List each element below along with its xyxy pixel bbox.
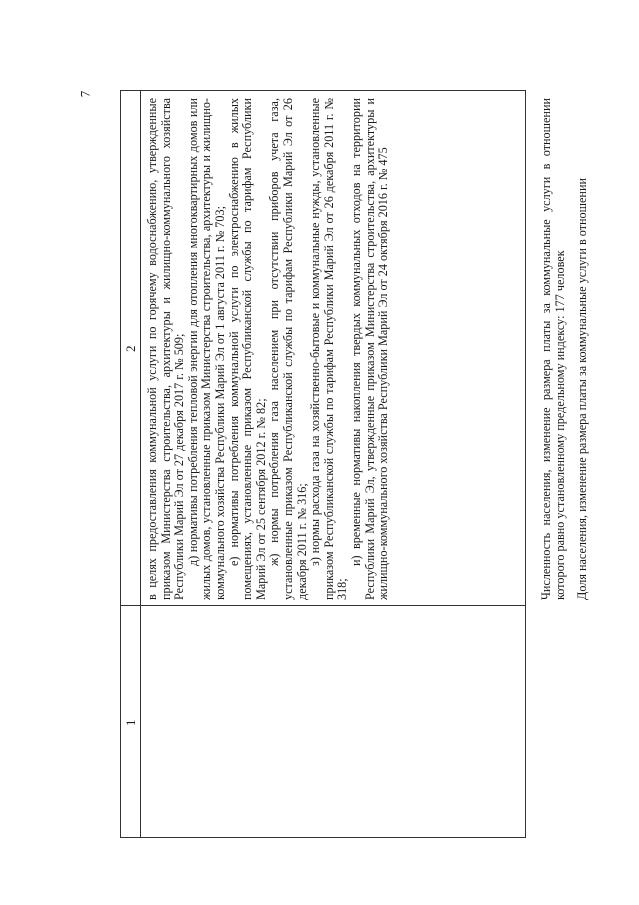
paragraph-gas-consumption: ж) нормы потребления газа населением при отсутствии приборов учета газа, установленные приказом Республиканской службы по тарифам Республики Марий Эл от 26 декабря 2011 г. № 316; [267, 98, 309, 600]
table-border-left [121, 837, 526, 838]
paragraph-electricity: е) нормативы потребления коммунальной услуги по электроснабжению в жилых помещениях, установленные приказом Республиканской службы по тарифам Республики Марий Эл от 25 сентября 2012 г. № 82; [226, 98, 268, 600]
column-2-header: 2 [123, 345, 138, 352]
table-header-divider [140, 91, 141, 838]
paragraph-hot-water: в целях предоставления коммунальной услуги по горячему водоснабжению, утвержденные приказом Министерства строительства, архитектуры и жилищно-коммунального хозяйства Республики Марий Эл от 27 декабря 2017 г. № 509; [145, 98, 187, 600]
population-paragraph [540, 98, 567, 600]
population-text: Численность населения, изменение размера платы за коммунальные услуги в отношении которого равно установленному предельному индексу: 177 человек [539, 98, 567, 600]
column-1-header: 1 [123, 719, 138, 726]
page-number: 7 [77, 90, 93, 98]
paragraph-heating: д) нормативы потребления тепловой энергии для отопления многоквартирных домов или жилых домов, установленные приказом Министерства строительства, архитектуры и жилищно-коммунального хозяйства Республики Марий Эл от 1 августа 2011 г. № 703; [185, 98, 227, 600]
table-border-bottom [525, 91, 526, 838]
share-paragraph [576, 98, 590, 600]
table-column-divider [121, 605, 526, 606]
table-border-right [121, 90, 526, 91]
paragraph-solid-waste: и) временные нормативы накопления твердых коммунальных отходов на территории Республики Марий Эл, утвержденные приказом Министерства строительства, архитектуры и жилищно-коммунального хозяйства Республики Марий Эл от 24 октября 2016 г. № 475 [348, 98, 391, 600]
table-cell-text [146, 98, 391, 600]
paragraph-gas-household: з) нормы расхода газа на хозяйственно-бытовые и коммунальные нужды, установленные приказом Республиканской службы по тарифам Республики Марий Эл от 26 декабря 2011 г. № 318; [308, 98, 350, 600]
share-text: Доля населения, изменение размера платы за коммунальные услуги в отношении [575, 178, 589, 600]
rotated-page-content [120, 90, 595, 838]
